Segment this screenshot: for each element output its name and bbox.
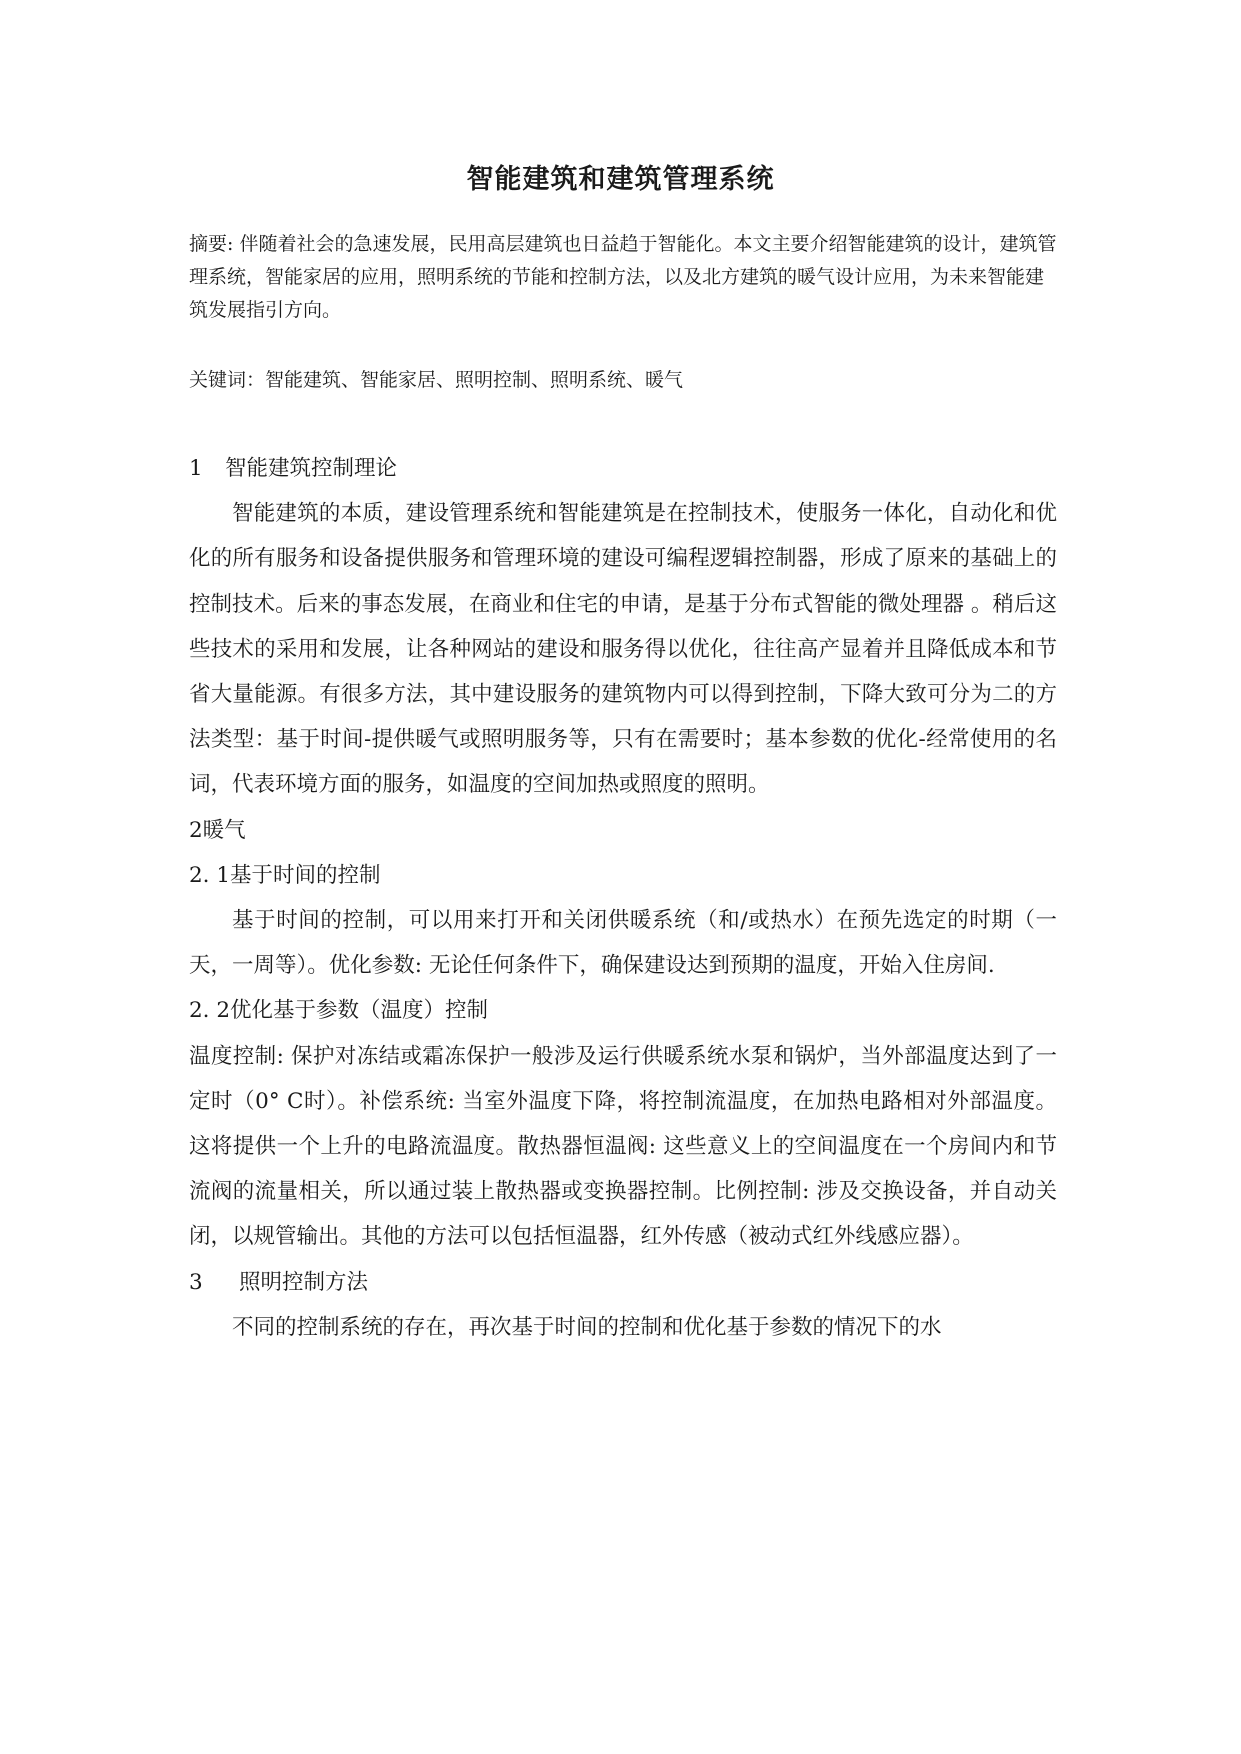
- section-1-paragraph: 智能建筑的本质，建设管理系统和智能建筑是在控制技术，使服务一体化，自动化和优化的所有服务和设备提供服务和管理环境的建设可编程逻辑控制器，形成了原来的基础上的控制技术。后来的事态发展，在商业和住宅的申请，是基于分布式智能的微处理器 。稍后这些技术的采用和发展，让各种网站的建设和服务得以优化，往往高产显着并且降低成本和节省大量能源。有很多方法，其中建设服务的建筑物内可以得到控制，下降大致可分为二的方法类型：基于时间-提供暖气或照明服务等，只有在需要时；基本参数的优化-经常使用的名词，代表环境方面的服务，如温度的空间加热或照度的照明。: [189, 501, 1057, 798]
- keywords: 关键词：智能建筑、智能家居、照明控制、照明系统、暖气: [189, 369, 684, 391]
- section-2-heading: 2暖气: [189, 817, 246, 843]
- body-text: [189, 446, 1057, 1350]
- section-3-number: 3: [189, 1269, 203, 1295]
- section-1-heading: [189, 446, 1057, 491]
- abstract: 摘要: 伴随着社会的急速发展，民用高层建筑也日益趋于智能化。本文主要介绍智能建筑的设计，建筑管理系统，智能家居的应用，照明系统的节能和控制方法，以及北方建筑的暖气设计应用，为未来智能建筑发展指引方向。: [189, 233, 1057, 321]
- section-3-paragraph: 不同的控制系统的存在，再次基于时间的控制和优化基于参数的情况下的水: [232, 1314, 942, 1340]
- section-2-2-paragraph: 温度控制: 保护对冻结或霜冻保护一般涉及运行供暖系统水泵和锅炉，当外部温度达到了一定时（0° C时）。补偿系统: 当室外温度下降，将控制流温度，在加热电路相对外部温度。这将提供一个上升的电路流温度。散热器恒温阀: 这些意义上的空间温度在一个房间内和节流阀的流量相关，所以通过装上散热器或变换器控制。比例控制: 涉及交换设备，并自动关闭，以规管输出。其他的方法可以包括恒温器，红外传感（被动式红外线感应器）。: [189, 1043, 1057, 1250]
- section-2-1-heading: 2. 1基于时间的控制: [189, 862, 381, 888]
- section-3-heading: [189, 1260, 1057, 1305]
- section-1-title: 智能建筑控制理论: [225, 456, 398, 481]
- section-3-title: 照明控制方法: [239, 1269, 369, 1295]
- section-2-2-heading: 2. 2优化基于参数（温度）控制: [189, 998, 489, 1024]
- document-title: 智能建筑和建筑管理系统: [466, 164, 775, 195]
- section-2-1-paragraph: 基于时间的控制，可以用来打开和关闭供暖系统（和/或热水）在预先选定的时期（一天，一周等）。优化参数: 无论任何条件下，确保建设达到预期的温度，开始入住房间.: [189, 908, 1057, 979]
- section-1-number: 1: [189, 456, 203, 481]
